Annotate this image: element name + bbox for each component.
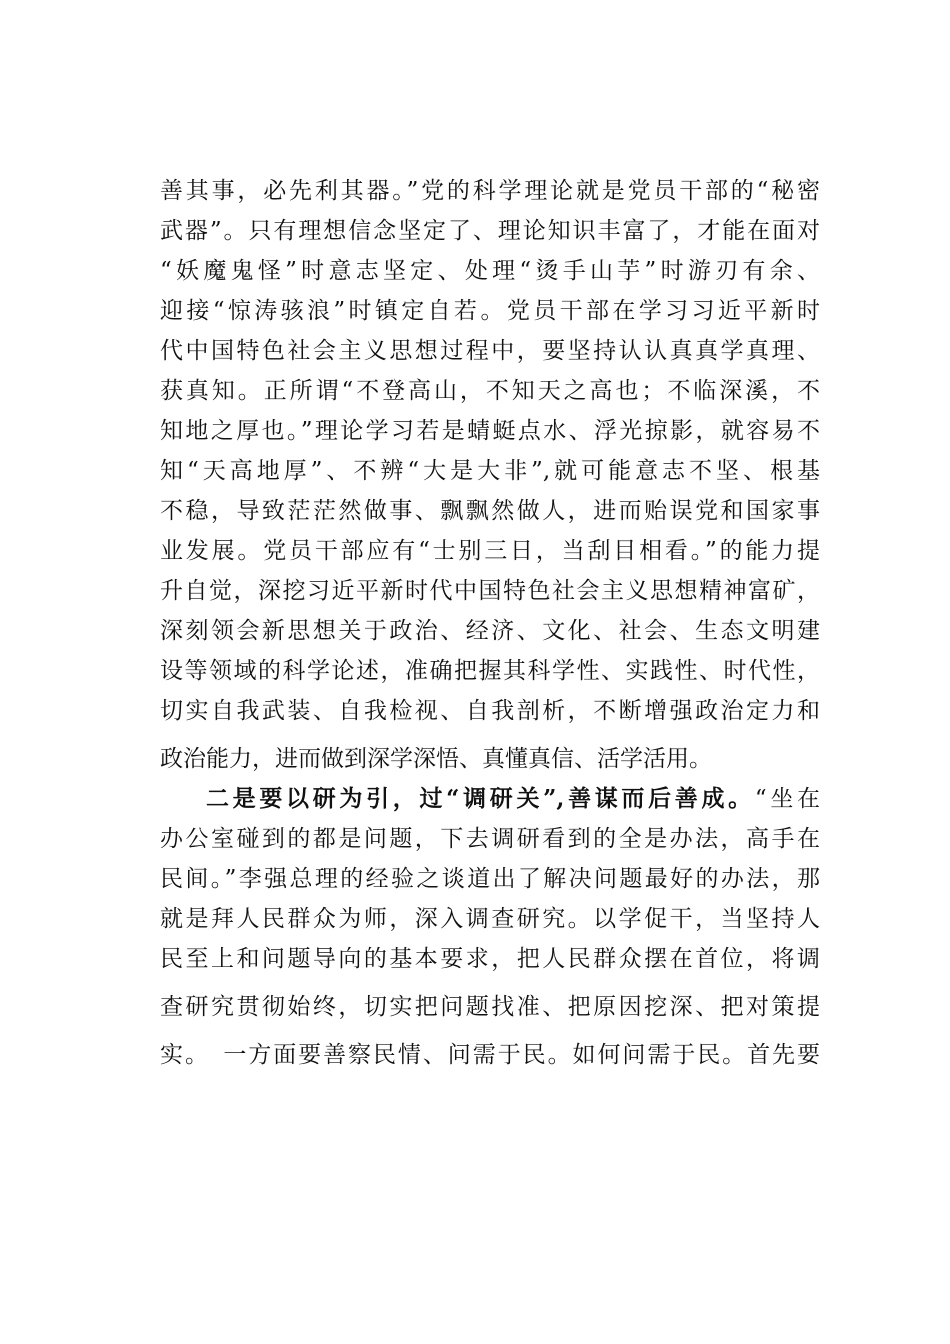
text-line: 办公室碰到的都是问题，下去调研看到的全是办法，高手在 (160, 826, 820, 852)
text-line: 政治能力，进而做到深学深悟、真懂真信、活学活用。 (160, 746, 712, 772)
text-line: 善其事，必先利其器。”党的科学理论就是党员干部的“秘密 (160, 178, 820, 204)
text-line: 武器”。只有理想信念坚定了、理论知识丰富了，才能在面对 (160, 218, 820, 244)
text-line: 获真知。正所谓“不登高山，不知天之高也；不临深溪，不 (160, 378, 820, 404)
text-line: “妖魔鬼怪”时意志坚定、处理“烫手山芋”时游刃有余、 (160, 258, 820, 284)
text-line: 就是拜人民群众为师，深入调查研究。以学促干，当坚持人 (160, 906, 820, 932)
text-line: 业发展。党员干部应有“士别三日，当刮目相看。”的能力提 (160, 538, 820, 564)
text-line: 迎接“惊涛骇浪”时镇定自若。党员干部在学习习近平新时 (160, 298, 820, 324)
text-line: 设等领域的科学论述，准确把握其科学性、实践性、时代性， (160, 658, 820, 684)
bold-lead-heading: 二是要以研为引，过“调研关”,善谋而后善成。 (206, 785, 755, 812)
text-fragment: “坐在 (754, 786, 821, 812)
text-line: 不稳，导致茫茫然做事、飘飘然做人，进而贻误党和国家事 (160, 498, 820, 524)
text-line: 知“天高地厚”、不辨“大是大非”,就可能意志不坚、根基 (160, 458, 820, 484)
text-line: 民至上和问题导向的基本要求，把人民群众摆在首位，将调 (160, 946, 820, 972)
paragraph-1 (160, 171, 820, 779)
paragraph-2-first-line (160, 779, 820, 819)
text-line: 深刻领会新思想关于政治、经济、文化、社会、生态文明建 (160, 618, 820, 644)
text-line: 民间。”李强总理的经验之谈道出了解决问题最好的办法，那 (160, 866, 820, 892)
text-line: 知地之厚也。”理论学习若是蜻蜓点水、浮光掠影，就容易不 (160, 418, 820, 444)
text-line: 代中国特色社会主义思想过程中，要坚持认认真真学真理、 (160, 338, 820, 364)
paragraph-2 (160, 779, 820, 1075)
text-line: 查研究贯彻始终，切实把问题找准、把原因挖深、把对策提 (160, 994, 820, 1020)
text-line: 升自觉，深挖习近平新时代中国特色社会主义思想精神富矿， (160, 578, 820, 604)
text-line: 切实自我武装、自我检视、自我剖析，不断增强政治定力和 (160, 698, 820, 724)
text-line: 实。 一方面要善察民情、问需于民。如何问需于民。首先要 (160, 1042, 820, 1068)
